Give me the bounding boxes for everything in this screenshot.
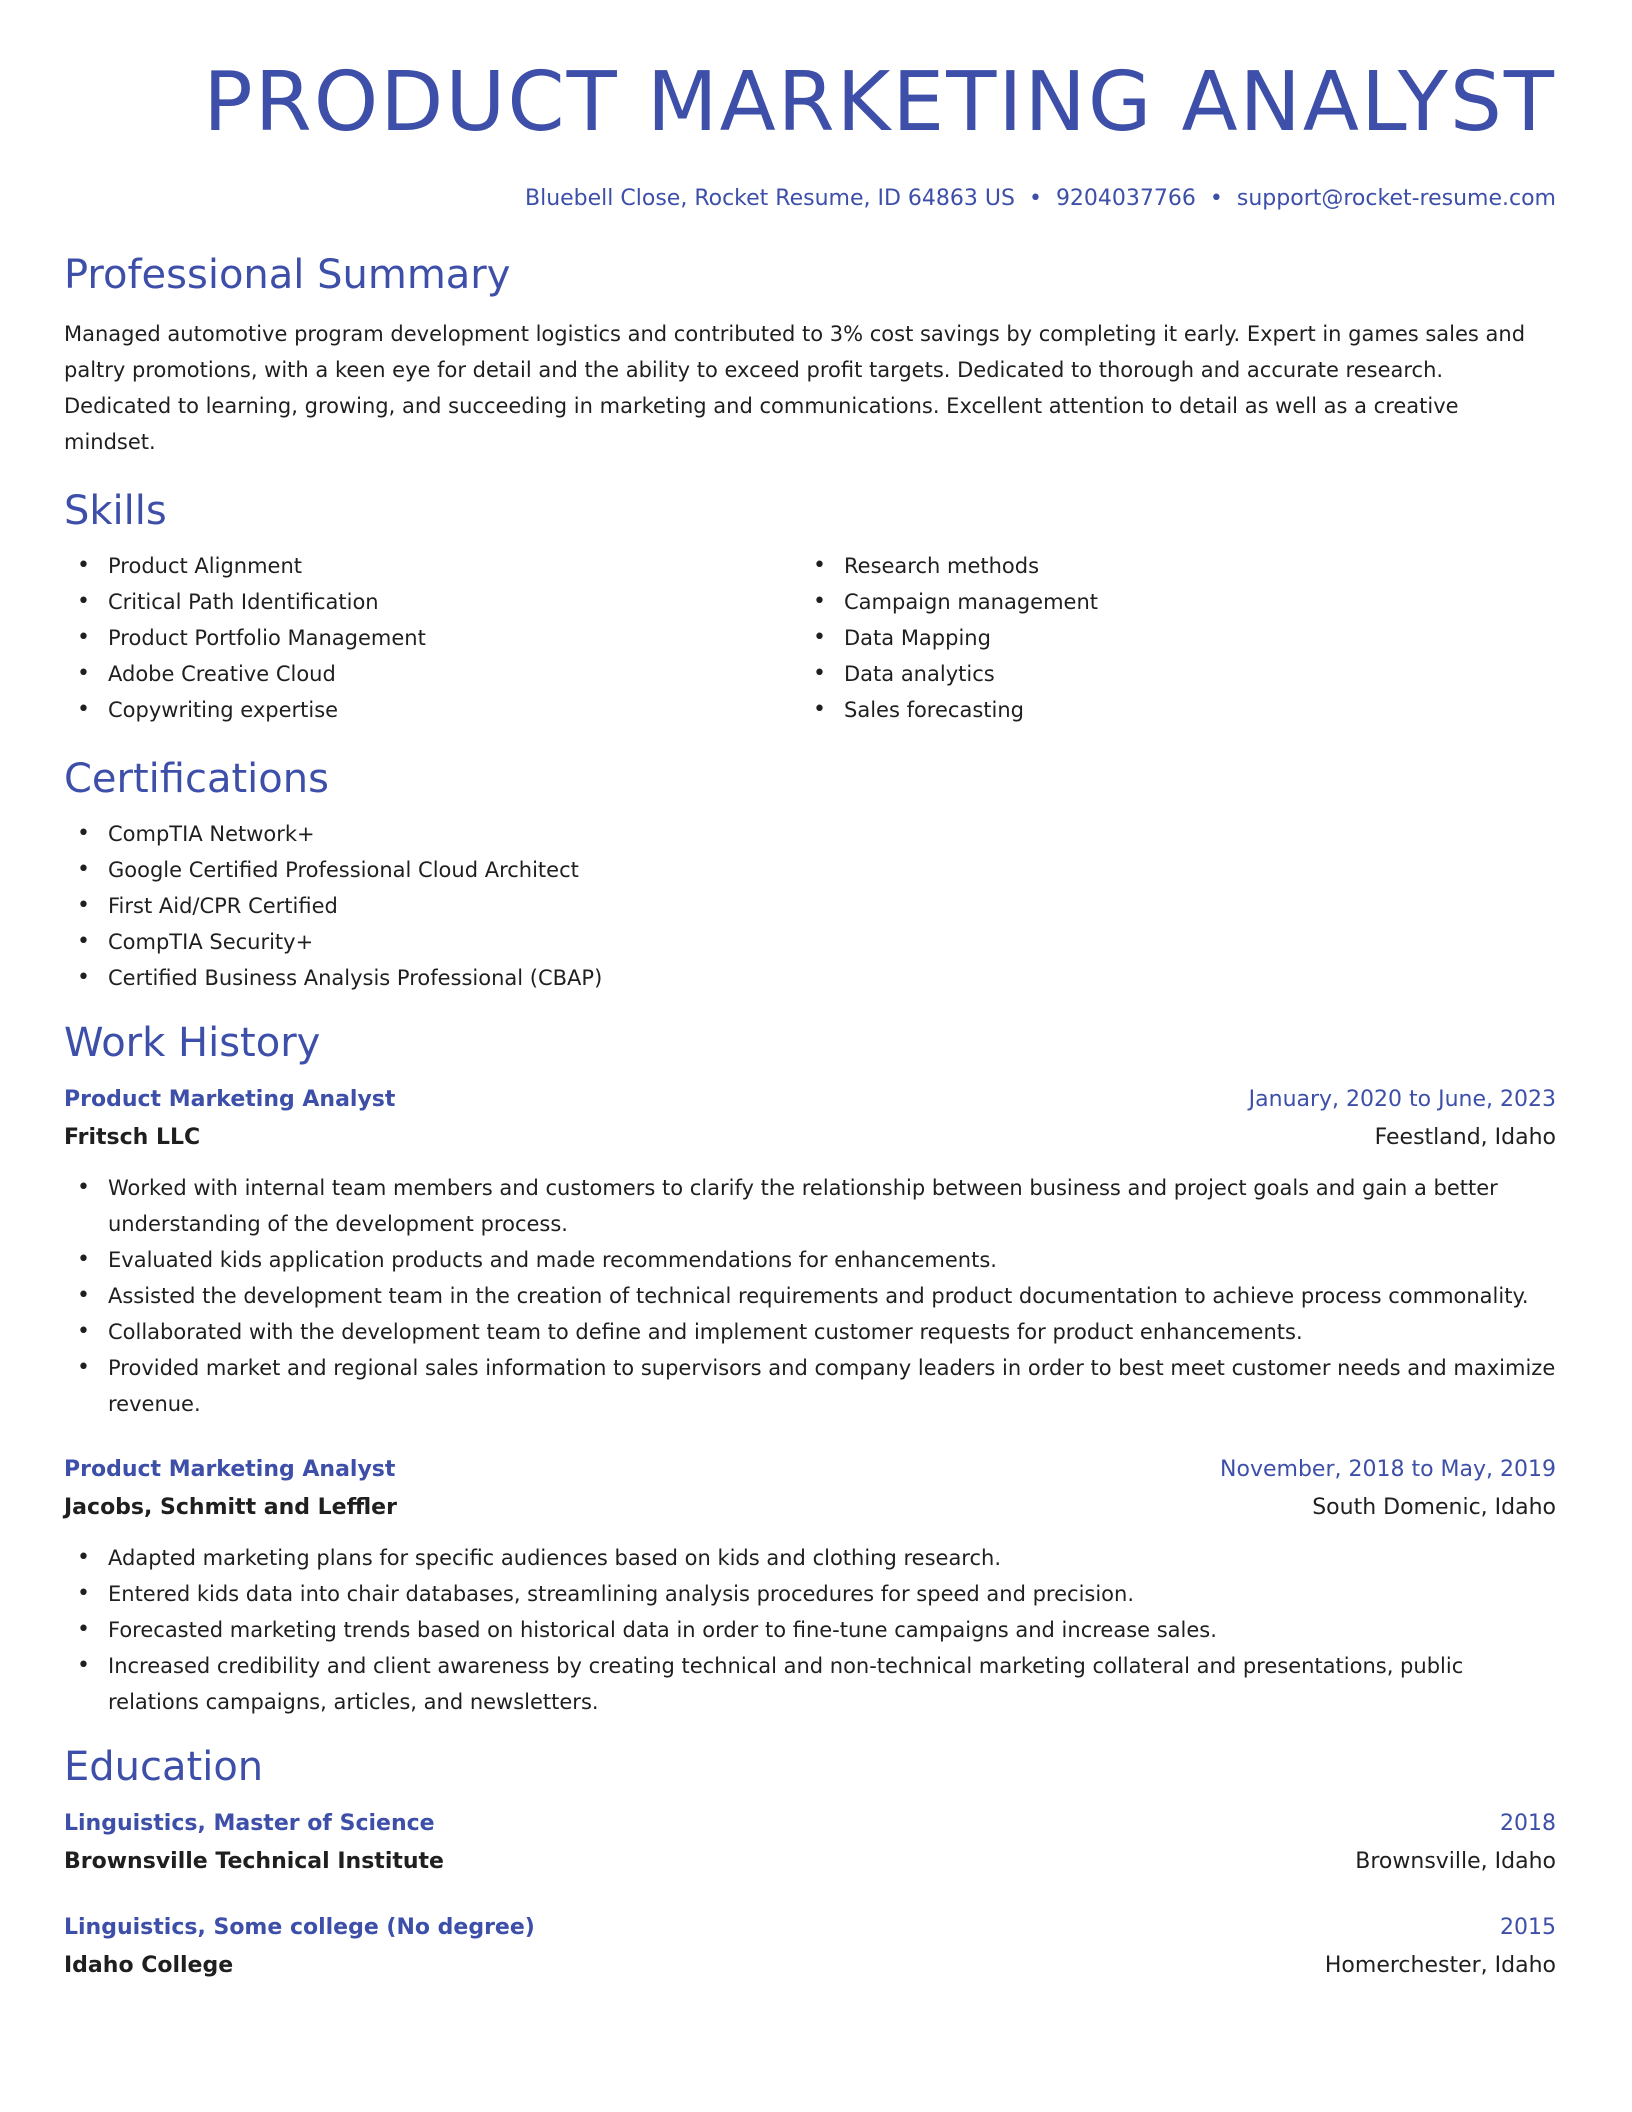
education-location: Homerchester, Idaho: [1324, 1953, 1556, 1978]
job-bullet: • Provided market and regional sales information to supervisors and company leaders in order to best meet customer needs and maximize revenue.: [64, 1350, 1556, 1422]
certifications-heading: Certifications: [64, 756, 329, 802]
skill-item: • Data analytics: [800, 656, 1536, 692]
contact-address: Bluebell Close, Rocket Resume, ID 64863 US: [525, 186, 1015, 211]
job-location: South Domenic, Idaho: [1312, 1495, 1556, 1520]
summary-text: Managed automotive program development logistics and contributed to 3% cost savings by completing it early. Expert in games sales and paltry promotions, with a keen eye for detail and the ability to exceed profit targets. Dedicated to thorough and accurate research. Dedicated to learning, growing, and succeeding in marketing and communications. Excellent attention to detail as well as a creative mindset.: [64, 322, 1526, 454]
job-entry: [64, 1452, 1556, 1720]
job-bullet: • Evaluated kids application products and made recommendations for enhancements.: [64, 1242, 1556, 1278]
education-location: Brownsville, Idaho: [1355, 1849, 1556, 1874]
contact-separator: •: [1209, 186, 1223, 211]
skill-item: • Data Mapping: [800, 620, 1536, 656]
education-heading: Education: [64, 1744, 264, 1790]
job-bullets: [64, 1540, 1556, 1720]
certification-item: • Certified Business Analysis Professional (CBAP): [64, 960, 1556, 996]
job-company-row: [64, 1118, 1556, 1158]
education-school: Idaho College: [64, 1953, 234, 1978]
certifications-list: [64, 816, 1556, 996]
job-location: Feestland, Idaho: [1374, 1125, 1556, 1150]
skills-list-left: [64, 548, 800, 728]
contact-email[interactable]: support@rocket-resume.com: [1236, 186, 1556, 211]
skill-item: • Copywriting expertise: [64, 692, 800, 728]
skills-columns: [64, 548, 1556, 728]
job-role: Product Marketing Analyst: [64, 1087, 396, 1112]
job-bullet: • Worked with internal team members and customers to clarify the relationship between business and project goals and gain a better understanding of the development process.: [64, 1170, 1556, 1242]
job-header-row: [64, 1452, 1556, 1488]
skill-item: • Critical Path Identification: [64, 584, 800, 620]
summary-heading: Professional Summary: [64, 252, 511, 298]
job-bullet: • Collaborated with the development team to define and implement customer requests for product enhancements.: [64, 1314, 1556, 1350]
skills-heading: Skills: [64, 488, 167, 534]
certification-item: • CompTIA Network+: [64, 816, 1556, 852]
education-school-row: [64, 1946, 1556, 1986]
contact-separator: •: [1028, 186, 1042, 211]
education-header-row: [64, 1806, 1556, 1842]
education-school-row: [64, 1842, 1556, 1882]
education-year: 2015: [1500, 1915, 1556, 1940]
skill-item: • Adobe Creative Cloud: [64, 656, 800, 692]
education-degree: Linguistics, Master of Science: [64, 1811, 435, 1836]
work-history-heading: Work History: [64, 1020, 321, 1066]
education-school: Brownsville Technical Institute: [64, 1849, 444, 1874]
certification-item: • Google Certified Professional Cloud Architect: [64, 852, 1556, 888]
contact-phone[interactable]: 9204037766: [1055, 186, 1196, 211]
job-entry: [64, 1082, 1556, 1422]
education-header-row: [64, 1910, 1556, 1946]
skill-item: • Product Alignment: [64, 548, 800, 584]
skill-item: • Research methods: [800, 548, 1536, 584]
education-entry: [64, 1806, 1556, 1882]
skill-item: • Sales forecasting: [800, 692, 1536, 728]
job-header-row: [64, 1082, 1556, 1118]
job-dates: November, 2018 to May, 2019: [1220, 1457, 1556, 1482]
job-bullets: [64, 1170, 1556, 1422]
resume-name-title: PRODUCT MARKETING ANALYST: [203, 55, 1556, 150]
job-company: Jacobs, Schmitt and Leffler: [64, 1495, 397, 1520]
resume-page: [64, 0, 1556, 1986]
skill-item: • Product Portfolio Management: [64, 620, 800, 656]
job-role: Product Marketing Analyst: [64, 1457, 396, 1482]
job-company: Fritsch LLC: [64, 1125, 201, 1150]
education-year: 2018: [1500, 1811, 1556, 1836]
job-bullet: • Increased credibility and client awareness by creating technical and non-technical marketing collateral and presentations, public relations campaigns, articles, and newsletters.: [64, 1648, 1556, 1720]
job-bullet: • Forecasted marketing trends based on historical data in order to fine-tune campaigns and increase sales.: [64, 1612, 1556, 1648]
job-bullet: • Entered kids data into chair databases, streamlining analysis procedures for speed and precision.: [64, 1576, 1556, 1612]
education-entry: [64, 1910, 1556, 1986]
certification-item: • CompTIA Security+: [64, 924, 1556, 960]
job-bullet: • Adapted marketing plans for specific audiences based on kids and clothing research.: [64, 1540, 1556, 1576]
skills-list-right: [800, 548, 1536, 728]
job-bullet: • Assisted the development team in the creation of technical requirements and product documentation to achieve process commonality.: [64, 1278, 1556, 1314]
skill-item: • Campaign management: [800, 584, 1536, 620]
certification-item: • First Aid/CPR Certified: [64, 888, 1556, 924]
contact-line: [64, 184, 1556, 214]
job-dates: January, 2020 to June, 2023: [1248, 1087, 1556, 1112]
job-company-row: [64, 1488, 1556, 1528]
education-degree: Linguistics, Some college (No degree): [64, 1915, 535, 1940]
